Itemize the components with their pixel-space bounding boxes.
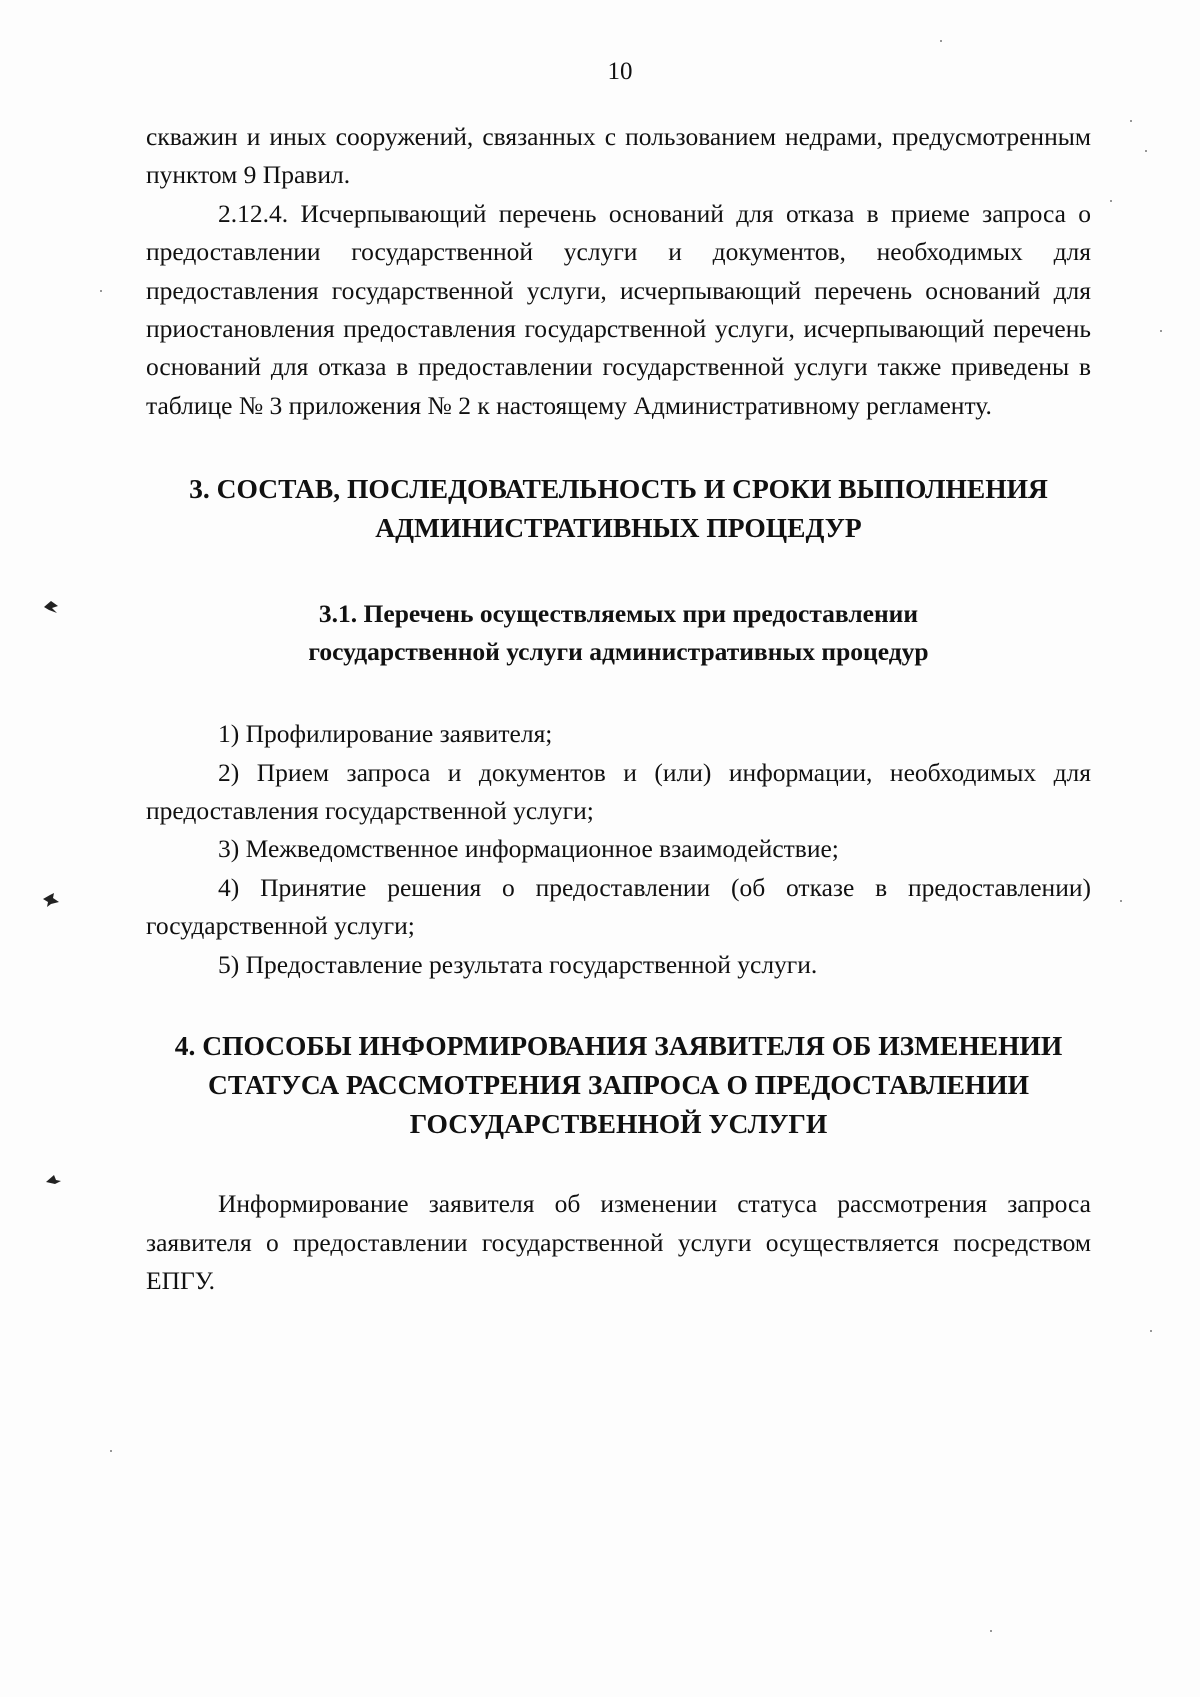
subsection-3-1-heading	[146, 595, 1091, 671]
section-4-heading-line-2: СТАТУСА РАССМОТРЕНИЯ ЗАПРОСА О ПРЕДОСТАВЛЕНИИ	[208, 1069, 1029, 1101]
scan-mark-icon	[42, 600, 60, 614]
procedure-item: 5) Предоставление результата государственной услуги.	[218, 949, 818, 979]
document-body	[146, 118, 1091, 1300]
clause-2-12-4-paragraph: 2.12.4. Исчерпывающий перечень оснований для отказа в приеме запроса о предоставлении государственной услуги и документов, необходимых для предоставления государственной услуги, исчерпывающий перечень оснований для приостановления предоставления государственной услуги, исчерпывающий перечень оснований для отказа в предоставлении государственной услуги также приведены в таблице № 3 приложения № 2 к настоящему Административному регламенту.	[146, 198, 1091, 420]
section-3-heading-line-2: АДМИНИСТРАТИВНЫХ ПРОЦЕДУР	[375, 512, 862, 544]
procedure-item: 1) Профилирование заявителя;	[218, 719, 553, 749]
section-4-heading-line-1: 4. СПОСОБЫ ИНФОРМИРОВАНИЯ ЗАЯВИТЕЛЯ ОБ ИЗМЕНЕНИИ	[174, 1030, 1063, 1062]
subsection-3-1-heading-line-1: 3.1. Перечень осуществляемых при предоставлении	[318, 599, 919, 629]
scan-mark-icon	[42, 893, 60, 907]
procedure-item: 3) Межведомственное информационное взаимодействие;	[218, 834, 839, 864]
procedure-item: 4) Принятие решения о предоставлении (об отказе в предоставлении) государственной услуги;	[146, 872, 1091, 941]
section-4-heading	[146, 1026, 1091, 1143]
intro-continuation-paragraph: скважин и иных сооружений, связанных с пользованием недрами, предусмотренным пунктом 9 Правил.	[146, 122, 1091, 190]
subsection-3-1-heading-line-2: государственной услуги административных процедур	[308, 637, 929, 667]
page-number: 10	[607, 58, 633, 85]
section-3-heading-line-1: 3. СОСТАВ, ПОСЛЕДОВАТЕЛЬНОСТЬ И СРОКИ ВЫПОЛНЕНИЯ	[189, 473, 1048, 505]
section-3-heading	[146, 469, 1091, 547]
section-4-heading-line-3: ГОСУДАРСТВЕННОЙ УСЛУГИ	[409, 1108, 828, 1140]
section-4-body-paragraph: Информирование заявителя об изменении статуса рассмотрения запроса заявителя о предоставлении государственной услуги осуществляется посредством ЕПГУ.	[146, 1189, 1091, 1295]
procedure-item: 2) Прием запроса и документов и (или) информации, необходимых для предоставления государственной услуги;	[146, 757, 1091, 826]
scan-mark-icon	[44, 1173, 62, 1187]
procedure-list	[146, 715, 1091, 984]
